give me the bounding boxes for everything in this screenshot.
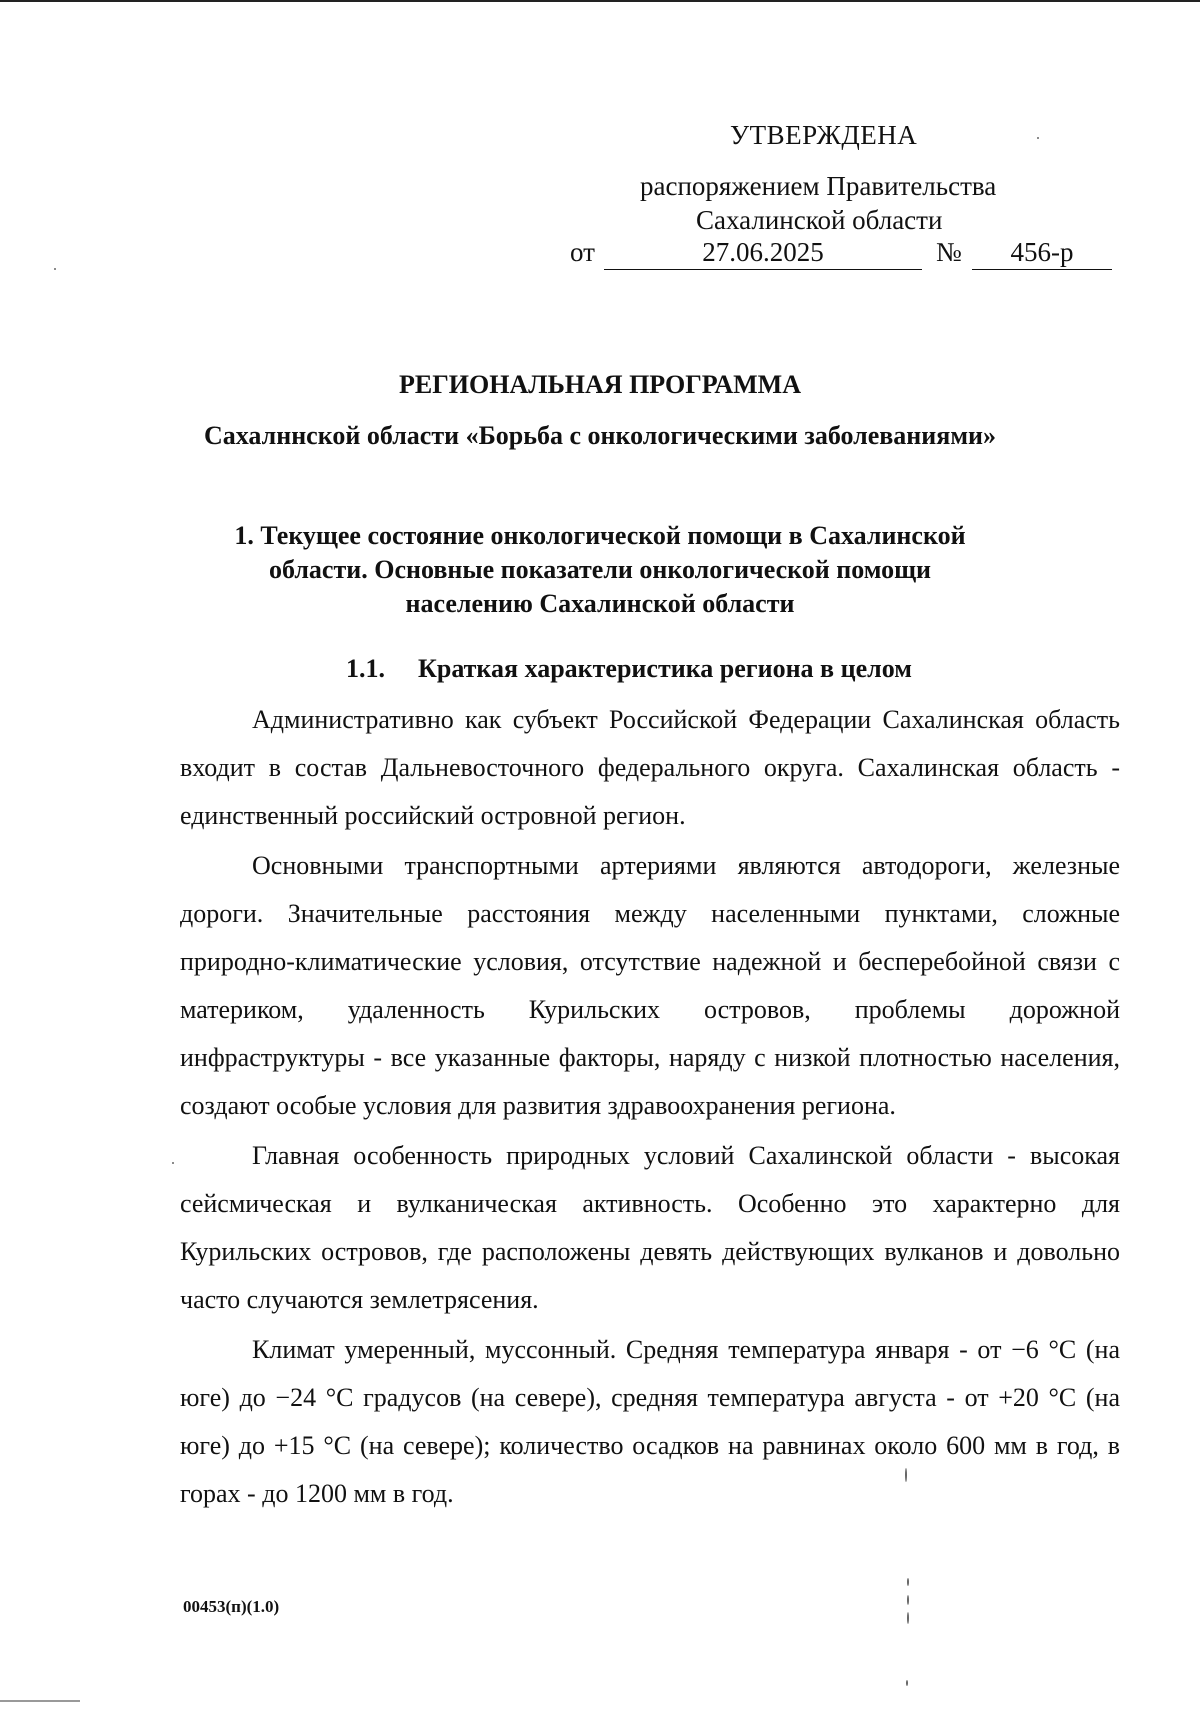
section-heading-line: населению Сахалинской области [405,589,795,618]
paragraph: Главная особенность природных условий Сахалинской области - высокая сейсмическая и вулканическая активность. Особенно это характерно для Курильских островов, где расположены девять действующих вулканов и довольно часто случаются землетрясения. [180,1141,1120,1314]
body-text [180,696,1120,1520]
paragraph: Климат умеренный, муссонный. Средняя температура января - от −6 °С (на юге) до −24 °С градусов (на севере), средняя температура августа - от +20 °С (на юге) до +15 °С (на севере); количество осадков на равнинах около 600 мм в год, в горах - до 1200 мм в год. [180,1335,1120,1508]
from-label: от [570,237,595,267]
approval-date-number-row [570,236,1130,272]
approval-authority-line: распоряжением Правительства [640,171,997,201]
scan-speck [905,1468,907,1482]
scan-speck [1037,137,1039,139]
paragraph: Административно как субъект Российской Федерации Сахалинская область входит в состав Дальневосточного федерального округа. Сахалинская область - единственный российский островной регион. [180,705,1120,830]
scan-speck [907,1578,909,1586]
number-sign: № [936,237,962,267]
scan-edge-line [0,1700,80,1702]
approval-number: 456-р [972,236,1112,270]
scan-speck [907,1612,909,1624]
scan-speck [906,1680,908,1686]
approval-region-line: Сахалинской области [696,205,943,235]
subsection-number: 1.1. [346,654,385,683]
approval-title: УТВЕРЖДЕНА [730,120,918,150]
section-heading-line: 1. Текущее состояние онкологической помощи в Сахалинской [234,521,966,550]
paragraph: Основными транспортными артериями являются автодороги, железные дороги. Значительные расстояния между населенными пунктами, сложные природно-климатические условия, отсутствие надежной и бесперебойной связи с материком, удаленность Курильских островов, проблемы дорожной инфраструктуры - все указанные факторы, наряду с низкой плотностью населения, создают особые условия для развития здравоохранения региона. [180,851,1120,1120]
subsection-heading [346,652,912,686]
section-heading-line: области. Основные показатели онкологической помощи [268,555,932,584]
scan-speck [54,268,56,270]
scan-speck [907,1595,909,1605]
scan-edge-line [0,0,1200,2]
document-title: РЕГИОНАЛЬНАЯ ПРОГРАММА [399,370,801,399]
document-subtitle: Сахалннской области «Борьба с онкологическими заболеваниями» [203,421,997,450]
section-heading [0,519,1200,621]
subsection-title-text: Краткая характеристика региона в целом [418,654,912,683]
document-code: 00453(п)(1.0) [183,1597,280,1616]
scan-speck [172,1162,174,1164]
approval-date: 27.06.2025 [604,236,922,270]
